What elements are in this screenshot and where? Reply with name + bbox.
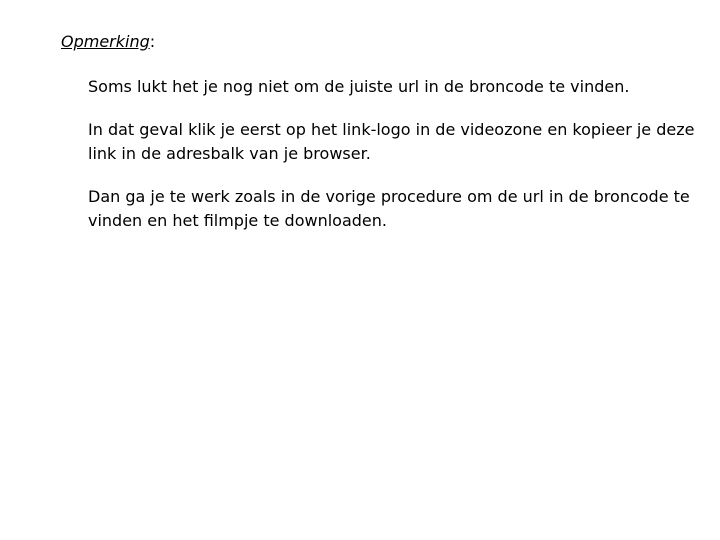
note-body: [88, 75, 713, 252]
note-title-colon: :: [149, 32, 156, 51]
paragraph-copy-link: In dat geval klik je eerst op het link-logo in de videozone en kopieer je deze link in de adresbalk van je browser.: [88, 120, 695, 163]
note-title: Opmerking: [61, 32, 150, 51]
paragraph-download: Dan ga je te werk zoals in de vorige procedure om de url in de broncode te vinden en het filmpje te downloaden.: [88, 187, 690, 230]
paragraph-not-found: Soms lukt het je nog niet om de juiste url in de broncode te vinden.: [88, 77, 630, 96]
note-heading: [61, 32, 155, 52]
